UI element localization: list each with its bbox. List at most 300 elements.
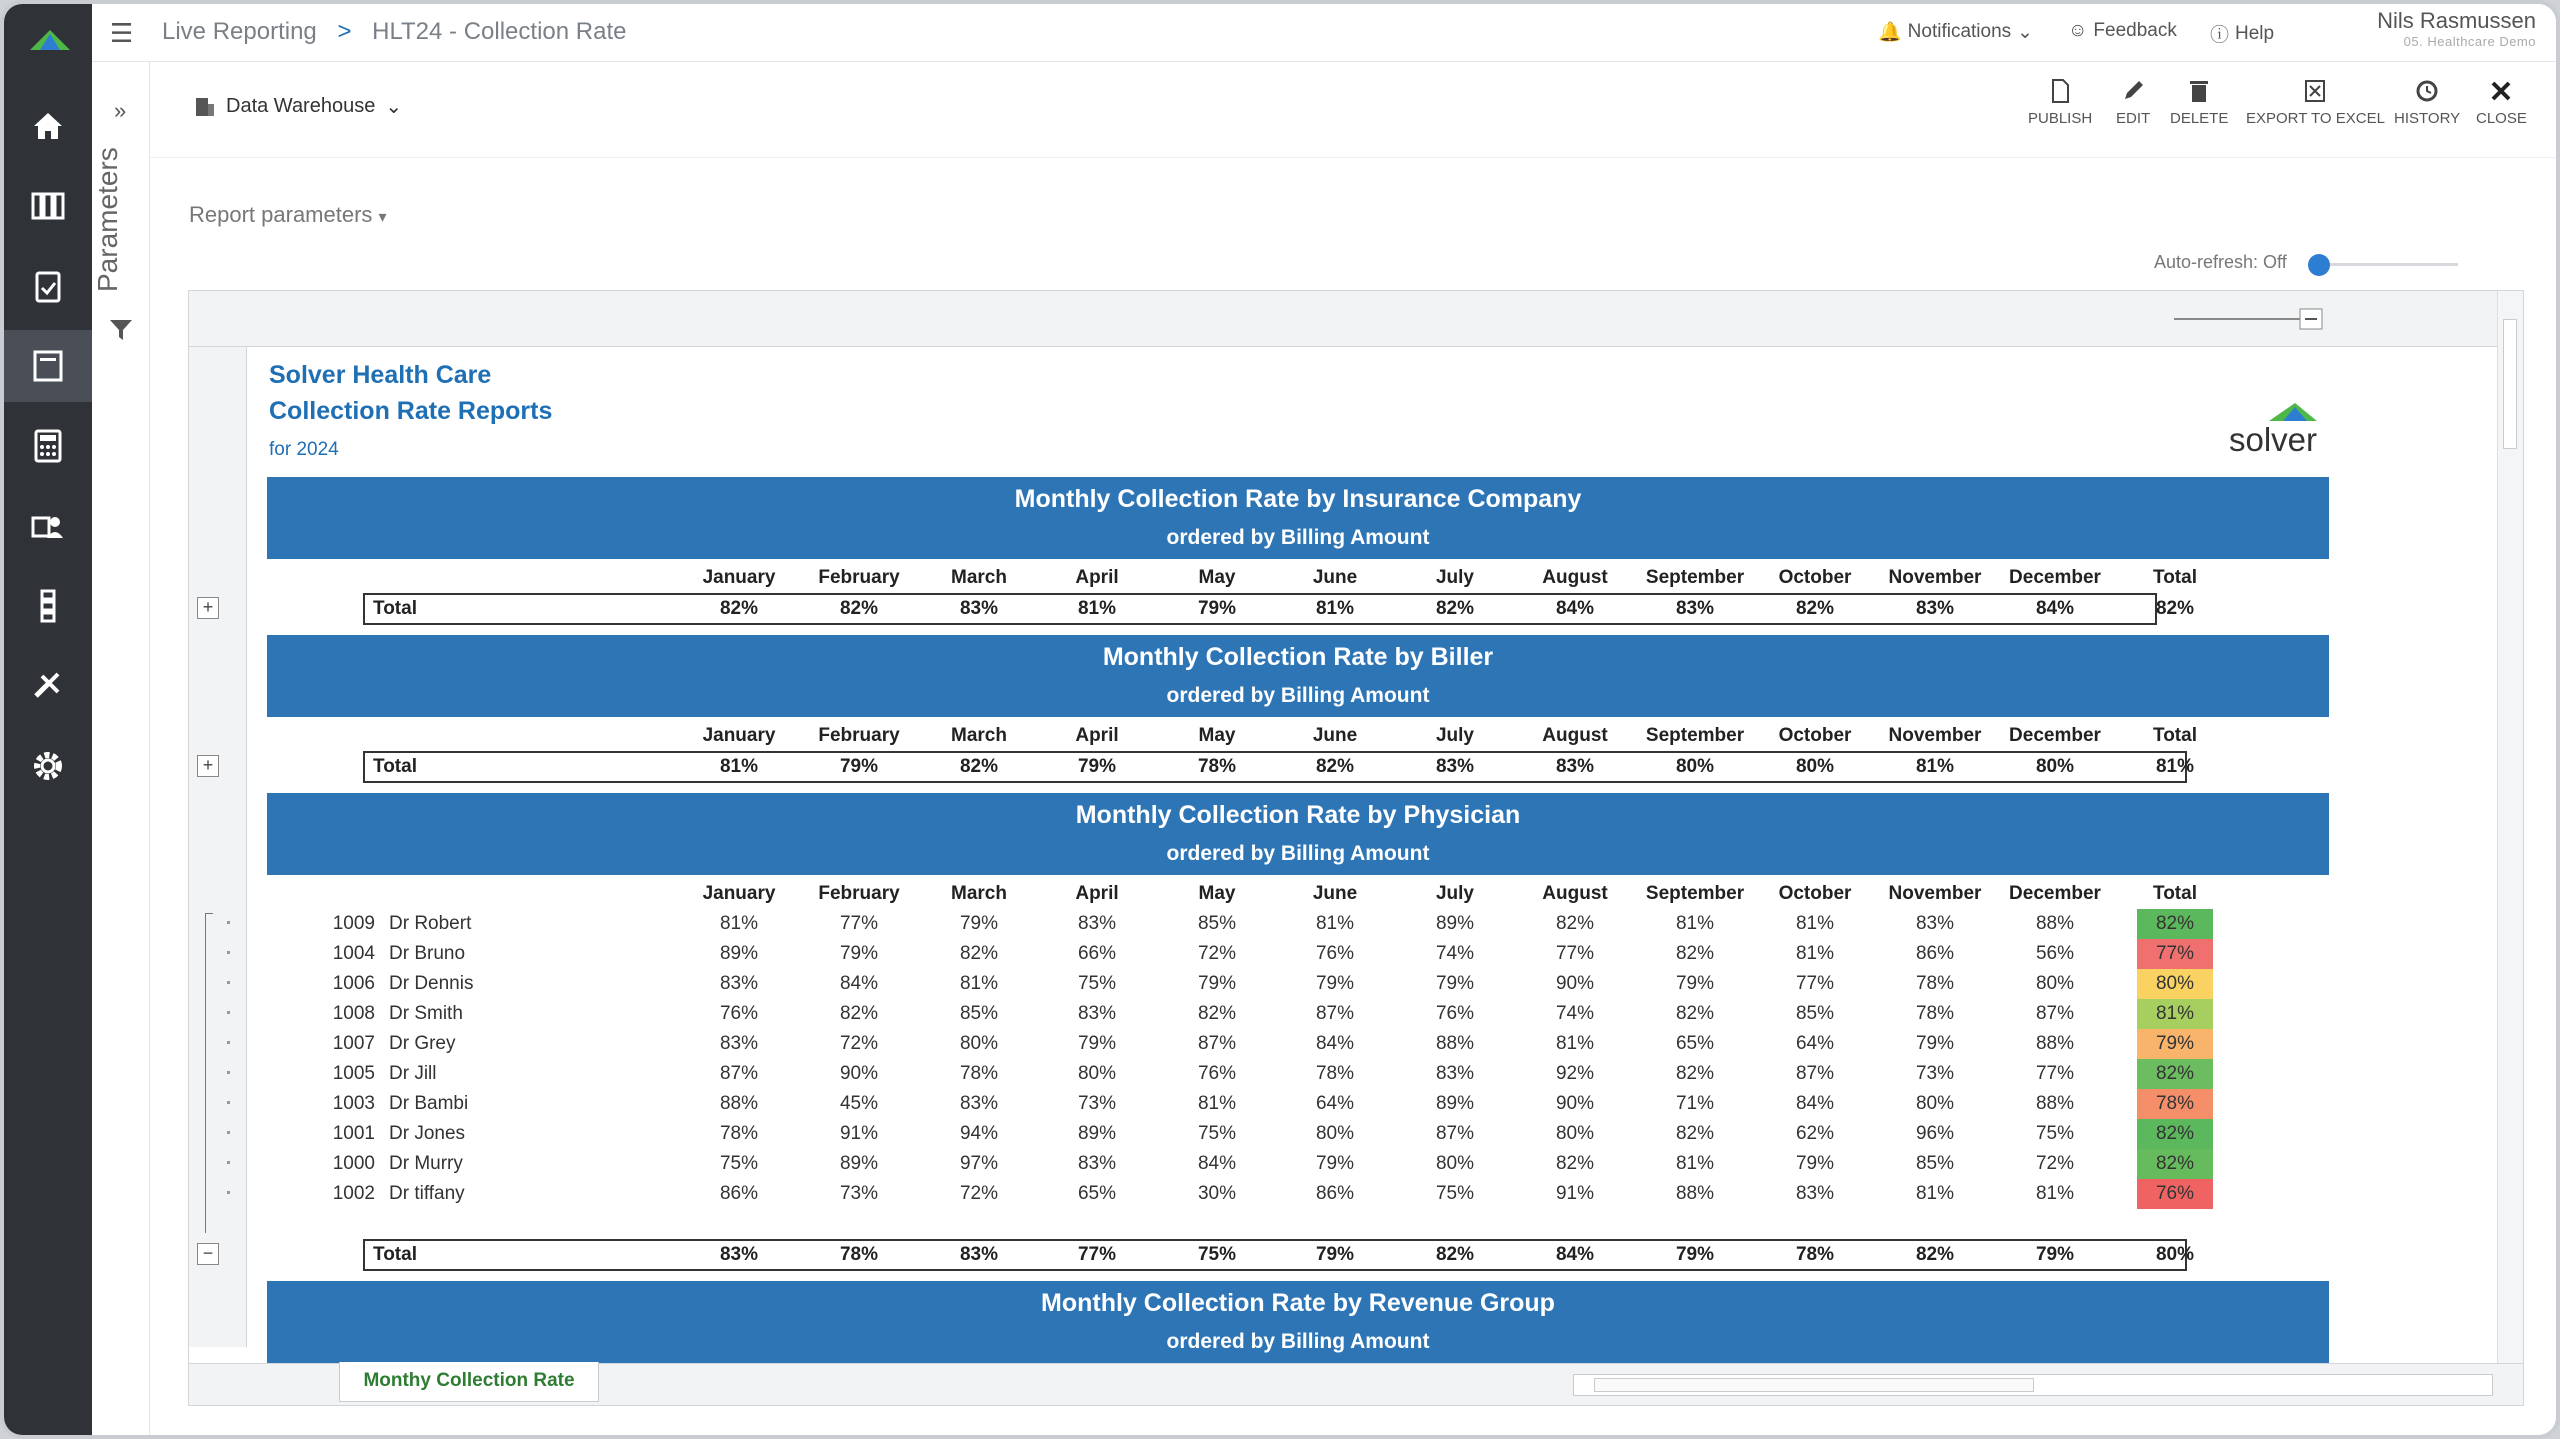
breadcrumb [162, 18, 626, 46]
total-cell: 82% [959, 756, 999, 777]
total-cell: 83% [1915, 598, 1955, 619]
total-cell: 82% [1315, 756, 1355, 777]
rate-cell: 88% [2035, 1033, 2075, 1054]
tools-nav-button[interactable] [4, 650, 92, 722]
month-header: June [1312, 567, 1358, 588]
breadcrumb-current: HLT24 - Collection Rate [372, 18, 627, 45]
section-header [267, 635, 2329, 717]
export-label: EXPORT TO EXCEL [2246, 110, 2385, 127]
rate-cell: 81% [1675, 913, 1715, 934]
month-header: April [1075, 725, 1119, 746]
report-company: Solver Health Care [269, 361, 492, 389]
rate-cell: 75% [2035, 1123, 2075, 1144]
rate-cell: 86% [719, 1183, 759, 1204]
rate-cell: 91% [839, 1123, 879, 1144]
rate-cell: 62% [1795, 1123, 1835, 1144]
total-cell: 80% [1795, 756, 1835, 777]
month-header: December [2009, 883, 2101, 904]
month-header: September [1645, 567, 1745, 588]
history-label: HISTORY [2394, 110, 2461, 127]
month-header: January [702, 725, 776, 746]
physician-name: Dr Bruno [389, 943, 466, 964]
outline-dot [227, 1161, 230, 1164]
total-cell: 79% [1197, 598, 1237, 619]
rate-cell: 84% [1315, 1033, 1355, 1054]
total-cell: 81% [1315, 598, 1355, 619]
total-cell: 82% [1915, 1244, 1955, 1265]
total-cell: 81% [2155, 756, 2195, 777]
expand-chevron-icon[interactable]: » [114, 98, 127, 123]
document-icon [2047, 78, 2073, 104]
notifications-label: Notifications [1907, 21, 2012, 42]
rate-cell: 85% [1915, 1153, 1955, 1174]
rate-cell: 85% [959, 1003, 999, 1024]
rate-cell: 81% [1197, 1093, 1237, 1114]
rate-cell: 87% [719, 1063, 759, 1084]
report-toolbar [150, 62, 2556, 158]
outline-dot [227, 1101, 230, 1104]
total-label: Total [373, 1244, 417, 1265]
breadcrumb-separator: > [337, 18, 352, 45]
physician-id: 1007 [332, 1033, 375, 1054]
horizontal-scrollbar[interactable] [1573, 1374, 2493, 1396]
section-subtitle: ordered by Billing Amount [1166, 842, 1430, 865]
rate-cell: 82% [2137, 1059, 2213, 1089]
month-header: July [1435, 883, 1475, 904]
auto-refresh-label: Auto-refresh: Off [2154, 252, 2287, 272]
total-cell: 79% [1077, 756, 1117, 777]
solver-wordmark: solver [2229, 421, 2318, 458]
data-source-dropdown[interactable] [194, 94, 402, 119]
section-title: Monthly Collection Rate by Revenue Group [1041, 1289, 1555, 1317]
rate-cell: 78% [719, 1123, 759, 1144]
rate-cell: 91% [1555, 1183, 1595, 1204]
rate-cell: 85% [1197, 913, 1237, 934]
rate-cell: 86% [1915, 943, 1955, 964]
rate-cell: 87% [1795, 1063, 1835, 1084]
rate-cell: 85% [1795, 1003, 1835, 1024]
rate-cell: 82% [1197, 1003, 1237, 1024]
total-cell: 78% [839, 1244, 879, 1265]
rate-cell: 94% [959, 1123, 999, 1144]
month-header: September [1645, 725, 1745, 746]
close-icon [2488, 78, 2514, 104]
left-nav-rail [4, 4, 92, 1435]
rate-cell: 87% [1197, 1033, 1237, 1054]
rate-cell: 76% [1435, 1003, 1475, 1024]
month-header: September [1645, 883, 1745, 904]
outline-dot [227, 1041, 230, 1044]
publish-button[interactable] [2028, 78, 2092, 127]
total-cell: 78% [1197, 756, 1237, 777]
rate-cell: 82% [1675, 943, 1715, 964]
vertical-scrollbar[interactable] [2497, 291, 2523, 1367]
solver-brand-icon [2259, 401, 2319, 423]
rate-cell: 65% [1077, 1183, 1117, 1204]
total-cell: 80% [2035, 756, 2075, 777]
close-label: CLOSE [2476, 110, 2527, 127]
rate-cell: 75% [1197, 1123, 1237, 1144]
edit-label: EDIT [2116, 110, 2151, 127]
smiley-icon: ☺ [2068, 20, 2088, 41]
rate-cell: 80% [1915, 1093, 1955, 1114]
rate-cell: 86% [1315, 1183, 1355, 1204]
physician-name: Dr tiffany [389, 1183, 465, 1204]
section-title: Monthly Collection Rate by Physician [1075, 801, 1521, 829]
rate-cell: 80% [1555, 1123, 1595, 1144]
rate-cell: 79% [1435, 973, 1475, 994]
physician-id: 1008 [332, 1003, 375, 1024]
physician-name: Dr Jones [389, 1123, 466, 1144]
user-subtitle: 05. Healthcare Demo [2403, 34, 2536, 49]
rate-cell: 77% [1555, 943, 1595, 964]
physician-id: 1002 [332, 1183, 375, 1204]
outline-dot [227, 981, 230, 984]
rate-cell: 76% [1197, 1063, 1237, 1084]
rate-cell: 96% [1915, 1123, 1955, 1144]
month-header: August [1542, 567, 1608, 588]
total-cell: 78% [1795, 1244, 1835, 1265]
pencil-icon [2120, 78, 2146, 104]
rate-cell: 79% [959, 913, 999, 934]
rate-cell: 81% [1915, 1183, 1955, 1204]
rate-cell: 72% [959, 1183, 999, 1204]
month-header: May [1198, 567, 1236, 588]
physician-name: Dr Bambi [389, 1093, 469, 1114]
rate-cell: 88% [2035, 1093, 2075, 1114]
rate-cell: 83% [719, 1033, 759, 1054]
total-cell: 83% [1555, 756, 1595, 777]
month-header: May [1198, 883, 1236, 904]
help-label: Help [2235, 22, 2275, 44]
help-button[interactable] [2210, 20, 2274, 47]
total-cell: 79% [839, 756, 879, 777]
rate-cell: 82% [959, 943, 999, 964]
report-title: Collection Rate Reports [269, 397, 553, 425]
excel-icon [2302, 78, 2328, 104]
rate-cell: 79% [1675, 973, 1715, 994]
rate-cell: 78% [2137, 1089, 2213, 1119]
total-cell: 79% [1675, 1244, 1715, 1265]
month-header: April [1075, 567, 1119, 588]
month-header: March [951, 567, 1007, 588]
total-cell: 77% [1077, 1244, 1117, 1265]
rate-cell: 89% [839, 1153, 879, 1174]
section-title: Monthly Collection Rate by Biller [1102, 643, 1494, 671]
month-header: December [2009, 567, 2101, 588]
rate-cell: 81% [2137, 999, 2213, 1029]
rate-cell: 78% [1915, 973, 1955, 994]
section-header [267, 477, 2329, 559]
books-icon [28, 186, 68, 226]
rate-cell: 84% [1795, 1093, 1835, 1114]
filter-icon[interactable] [108, 317, 134, 343]
feedback-button[interactable] [2068, 20, 2177, 42]
month-header: July [1435, 725, 1475, 746]
rate-cell: 73% [1077, 1093, 1117, 1114]
total-cell: 82% [1435, 1244, 1475, 1265]
rate-cell: 83% [1795, 1183, 1835, 1204]
clipboard-icon [28, 266, 68, 306]
rate-cell: 77% [2137, 939, 2213, 969]
rate-cell: 82% [839, 1003, 879, 1024]
outline-bracket [205, 913, 213, 1233]
rate-cell: 90% [1555, 973, 1595, 994]
calculator-nav-button[interactable] [4, 410, 92, 482]
trash-icon [2186, 78, 2212, 104]
outline-dot [227, 1191, 230, 1194]
report-parameters-label: Report parameters [189, 202, 373, 227]
physician-id: 1000 [332, 1153, 375, 1174]
rate-cell: 79% [1915, 1033, 1955, 1054]
rate-cell: 97% [959, 1153, 999, 1174]
rate-cell: 72% [839, 1033, 879, 1054]
rate-cell: 78% [1315, 1063, 1355, 1084]
month-header: Total [2153, 883, 2197, 904]
month-header: March [951, 883, 1007, 904]
physician-name: Dr Dennis [389, 973, 474, 994]
column-header-bar [189, 291, 2523, 347]
history-icon [2414, 78, 2440, 104]
zoom-control[interactable] [2174, 305, 2324, 333]
rate-cell: 88% [719, 1093, 759, 1114]
outline-dot [227, 1131, 230, 1134]
month-header: March [951, 725, 1007, 746]
expand-group-button[interactable]: + [197, 597, 219, 619]
total-cell: 81% [1915, 756, 1955, 777]
outline-dot [227, 951, 230, 954]
sheet-tab[interactable]: Monthy Collection Rate [339, 1362, 599, 1402]
data-source-label: Data Warehouse [226, 95, 376, 117]
solver-brand [2229, 411, 2317, 459]
total-cell: 81% [719, 756, 759, 777]
rate-cell: 89% [1435, 913, 1475, 934]
total-cell: 84% [2035, 598, 2075, 619]
slider-track [2318, 263, 2458, 266]
edit-button[interactable] [2116, 78, 2150, 127]
total-label: Total [373, 756, 417, 777]
month-header: August [1542, 883, 1608, 904]
rate-cell: 81% [959, 973, 999, 994]
help-icon: ⓘ [2210, 25, 2230, 46]
total-cell: 82% [839, 598, 879, 619]
close-button[interactable] [2476, 78, 2527, 127]
physician-name: Dr Grey [389, 1033, 456, 1054]
rate-cell: 88% [2035, 913, 2075, 934]
month-header: October [1778, 567, 1852, 588]
month-header: November [1888, 567, 1982, 588]
physician-id: 1005 [332, 1063, 375, 1084]
rate-cell: 90% [1555, 1093, 1595, 1114]
rate-cell: 82% [1555, 913, 1595, 934]
section-subtitle: ordered by Billing Amount [1166, 1330, 1430, 1353]
month-header: Total [2153, 567, 2197, 588]
rate-cell: 78% [1915, 1003, 1955, 1024]
rate-cell: 82% [2137, 909, 2213, 939]
total-cell: 80% [2155, 1244, 2195, 1265]
month-header: October [1778, 725, 1852, 746]
rate-cell: 80% [1077, 1063, 1117, 1084]
total-cell: 82% [719, 598, 759, 619]
rate-cell: 79% [1077, 1033, 1117, 1054]
delete-label: DELETE [2170, 110, 2229, 127]
chevron-down-icon: ▾ [378, 209, 387, 226]
rate-cell: 81% [719, 913, 759, 934]
chevron-down-icon: ⌄ [2017, 21, 2034, 43]
library-nav-button[interactable] [4, 170, 92, 242]
month-header: February [818, 725, 900, 746]
rate-cell: 74% [1435, 943, 1475, 964]
section-header [267, 1281, 2329, 1363]
auto-refresh-slider[interactable] [2308, 254, 2458, 274]
rate-cell: 81% [1315, 913, 1355, 934]
integration-nav-button[interactable] [4, 570, 92, 642]
total-cell: 82% [1435, 598, 1475, 619]
physician-name: Dr Jill [389, 1063, 437, 1084]
home-nav-button[interactable] [4, 90, 92, 162]
rate-cell: 74% [1555, 1003, 1595, 1024]
total-cell: 82% [2155, 598, 2195, 619]
rate-cell: 87% [2035, 1003, 2075, 1024]
rate-cell: 80% [959, 1033, 999, 1054]
total-cell: 84% [1555, 1244, 1595, 1265]
total-cell: 79% [1315, 1244, 1355, 1265]
sheet-tab-bar [189, 1363, 2523, 1405]
physician-name: Dr Murry [389, 1153, 463, 1174]
rate-cell: 82% [1675, 1003, 1715, 1024]
reports-nav-button[interactable] [4, 330, 92, 402]
section-subtitle: ordered by Billing Amount [1166, 526, 1430, 549]
month-header: January [702, 883, 776, 904]
rate-cell: 72% [2035, 1153, 2075, 1174]
rate-cell: 73% [1915, 1063, 1955, 1084]
month-header: February [818, 567, 900, 588]
rate-cell: 45% [839, 1093, 879, 1114]
total-cell: 84% [1555, 598, 1595, 619]
total-cell: 81% [1077, 598, 1117, 619]
total-cell: 82% [1795, 598, 1835, 619]
rate-cell: 77% [839, 913, 879, 934]
report-sheet[interactable] [188, 290, 2524, 1406]
users-nav-button[interactable] [4, 490, 92, 562]
rate-cell: 82% [1675, 1063, 1715, 1084]
history-button[interactable] [2394, 78, 2460, 127]
rate-cell: 80% [2035, 973, 2075, 994]
user-name: Nils Rasmussen [2377, 8, 2536, 33]
physician-id: 1003 [332, 1093, 375, 1114]
rate-cell: 82% [1675, 1123, 1715, 1144]
total-cell: 80% [1675, 756, 1715, 777]
report-icon [28, 346, 68, 386]
rate-cell: 81% [1795, 913, 1835, 934]
rate-cell: 71% [1675, 1093, 1715, 1114]
publish-label: PUBLISH [2028, 110, 2093, 127]
expand-group-button[interactable]: + [197, 755, 219, 777]
total-cell: 75% [1197, 1244, 1237, 1265]
rate-cell: 77% [1795, 973, 1835, 994]
feedback-label: Feedback [2093, 20, 2177, 41]
total-cell: 83% [1675, 598, 1715, 619]
rate-cell: 64% [1315, 1093, 1355, 1114]
vertical-scroll-thumb[interactable] [2503, 319, 2517, 449]
tasks-nav-button[interactable] [4, 250, 92, 322]
total-cell: 83% [1435, 756, 1475, 777]
rate-cell: 82% [2137, 1119, 2213, 1149]
total-label: Total [373, 598, 417, 619]
rate-cell: 81% [1795, 943, 1835, 964]
rate-cell: 75% [719, 1153, 759, 1174]
physician-name: Dr Smith [389, 1003, 463, 1024]
export-to-excel-button[interactable] [2246, 78, 2385, 127]
month-header: May [1198, 725, 1236, 746]
rate-cell: 81% [2035, 1183, 2075, 1204]
report-parameters-toggle[interactable] [189, 202, 387, 228]
rate-cell: 77% [2035, 1063, 2075, 1084]
month-header: February [818, 883, 900, 904]
physician-id: 1006 [332, 973, 375, 994]
outline-dot [227, 1011, 230, 1014]
rate-cell: 87% [1315, 1003, 1355, 1024]
rate-cell: 79% [1197, 973, 1237, 994]
rate-cell: 82% [2137, 1149, 2213, 1179]
rate-cell: 84% [1197, 1153, 1237, 1174]
solver-logo-icon[interactable] [26, 24, 72, 54]
collapse-group-button[interactable]: − [197, 1243, 219, 1265]
rate-cell: 83% [719, 973, 759, 994]
breadcrumb-root[interactable]: Live Reporting [162, 18, 317, 45]
rate-cell: 88% [1435, 1033, 1475, 1054]
rate-cell: 92% [1555, 1063, 1595, 1084]
rate-cell: 90% [839, 1063, 879, 1084]
month-header: April [1075, 883, 1119, 904]
slider-knob[interactable] [2308, 254, 2330, 276]
physician-id: 1004 [332, 943, 375, 964]
total-cell: 83% [959, 598, 999, 619]
hamburger-menu-icon[interactable]: ☰ [110, 18, 134, 48]
parameters-panel[interactable] [92, 62, 150, 1439]
month-header: November [1888, 725, 1982, 746]
rate-cell: 73% [839, 1183, 879, 1204]
hierarchy-icon [28, 586, 68, 626]
settings-nav-button[interactable] [4, 730, 92, 802]
outline-dot [227, 1071, 230, 1074]
notifications-button[interactable] [1878, 20, 2033, 44]
rate-cell: 72% [1197, 943, 1237, 964]
outline-dot [227, 921, 230, 924]
row-header-bar [189, 347, 247, 1347]
rate-cell: 64% [1795, 1033, 1835, 1054]
rate-cell: 30% [1197, 1183, 1237, 1204]
building-icon [194, 96, 216, 118]
home-icon [28, 106, 68, 146]
rate-cell: 84% [839, 973, 879, 994]
user-menu[interactable] [2377, 8, 2536, 49]
month-header: June [1312, 725, 1358, 746]
rate-cell: 78% [959, 1063, 999, 1084]
rate-cell: 75% [1435, 1183, 1475, 1204]
calculator-icon [28, 426, 68, 466]
total-cell: 83% [719, 1244, 759, 1265]
rate-cell: 79% [2137, 1029, 2213, 1059]
rate-cell: 80% [2137, 969, 2213, 999]
bell-icon: 🔔 [1878, 22, 1902, 43]
horizontal-scroll-thumb[interactable] [1594, 1378, 2034, 1392]
rate-cell: 81% [1555, 1033, 1595, 1054]
section-title: Monthly Collection Rate by Insurance Company [1014, 485, 1582, 513]
rate-cell: 76% [2137, 1179, 2213, 1209]
rate-cell: 87% [1435, 1123, 1475, 1144]
delete-button[interactable] [2170, 78, 2228, 127]
